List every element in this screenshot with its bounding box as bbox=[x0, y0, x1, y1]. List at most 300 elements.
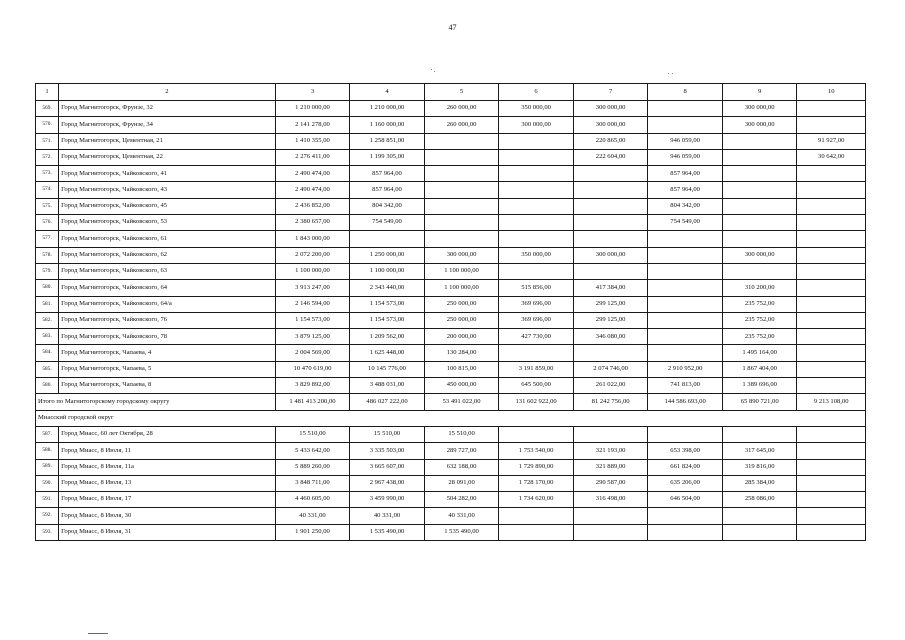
table-row bbox=[36, 182, 866, 198]
amount-cell bbox=[424, 133, 499, 149]
amount-cell: 1 389 696,00 bbox=[722, 378, 797, 394]
amount-cell: 1 210 000,00 bbox=[350, 101, 425, 117]
amount-cell: 754 549,00 bbox=[648, 215, 723, 231]
amount-cell: 754 549,00 bbox=[350, 215, 425, 231]
amount-cell: 5 433 642,00 bbox=[275, 443, 350, 459]
amount-cell bbox=[499, 524, 574, 540]
row-number-cell: 580. bbox=[36, 280, 59, 296]
table-row bbox=[36, 198, 866, 214]
row-number-cell: 586. bbox=[36, 378, 59, 394]
amount-cell: 30 642,00 bbox=[797, 149, 866, 165]
amount-cell bbox=[797, 508, 866, 524]
amount-cell: 300 000,00 bbox=[722, 101, 797, 117]
row-number-cell: 570. bbox=[36, 117, 59, 133]
total-row bbox=[36, 394, 866, 410]
amount-cell: 661 824,00 bbox=[648, 459, 723, 475]
amount-cell: 2 490 474,00 bbox=[275, 182, 350, 198]
row-number-cell: 581. bbox=[36, 296, 59, 312]
amount-cell bbox=[648, 426, 723, 442]
amount-cell: 1 100 000,00 bbox=[424, 263, 499, 279]
total-amount-cell: 131 602 922,00 bbox=[499, 394, 574, 410]
address-cell: Город Магнитогорск, Чайковского, 64/а bbox=[59, 296, 276, 312]
section-heading: Миасский городской округ bbox=[36, 410, 866, 426]
row-number-cell: 575. bbox=[36, 198, 59, 214]
amount-cell: 321 193,00 bbox=[573, 443, 648, 459]
amount-cell: 1 100 000,00 bbox=[275, 263, 350, 279]
address-cell: Город Миасс, 8 Июля, 30 bbox=[59, 508, 276, 524]
amount-cell: 417 384,00 bbox=[573, 280, 648, 296]
amount-cell bbox=[573, 426, 648, 442]
amount-cell: 857 964,00 bbox=[350, 166, 425, 182]
table-row bbox=[36, 426, 866, 442]
amount-cell: 2 436 852,00 bbox=[275, 198, 350, 214]
amount-cell: 1 867 404,00 bbox=[722, 361, 797, 377]
total-amount-cell: 53 491 022,00 bbox=[424, 394, 499, 410]
amount-cell: 250 000,00 bbox=[424, 296, 499, 312]
amount-cell bbox=[424, 149, 499, 165]
amount-cell: 645 500,00 bbox=[499, 378, 574, 394]
section-row bbox=[36, 410, 866, 426]
address-cell: Город Магнитогорск, Чайковского, 43 bbox=[59, 182, 276, 198]
amount-cell: 300 000,00 bbox=[573, 117, 648, 133]
total-amount-cell: 486 027 222,00 bbox=[350, 394, 425, 410]
amount-cell bbox=[424, 198, 499, 214]
amount-cell bbox=[797, 296, 866, 312]
amount-cell: 3 829 892,00 bbox=[275, 378, 350, 394]
address-cell: Город Магнитогорск, Чайковского, 64 bbox=[59, 280, 276, 296]
amount-cell bbox=[499, 508, 574, 524]
address-cell: Город Магнитогорск, Чайковского, 53 bbox=[59, 215, 276, 231]
amount-cell bbox=[797, 524, 866, 540]
address-cell: Город Магнитогорск, Чайковского, 45 bbox=[59, 198, 276, 214]
amount-cell: 300 000,00 bbox=[722, 117, 797, 133]
amount-cell: 857 964,00 bbox=[648, 166, 723, 182]
amount-cell bbox=[499, 133, 574, 149]
amount-cell bbox=[722, 133, 797, 149]
amount-cell: 15 510,00 bbox=[350, 426, 425, 442]
amount-cell: 220 865,00 bbox=[573, 133, 648, 149]
amount-cell: 346 080,00 bbox=[573, 329, 648, 345]
amount-cell bbox=[573, 182, 648, 198]
address-cell: Город Магнитогорск, Фрунзе, 32 bbox=[59, 101, 276, 117]
amount-cell: 350 000,00 bbox=[499, 101, 574, 117]
amount-cell bbox=[648, 263, 723, 279]
scan-artifact bbox=[434, 71, 435, 72]
row-number-cell: 583. bbox=[36, 329, 59, 345]
table-row bbox=[36, 361, 866, 377]
amount-cell bbox=[648, 345, 723, 361]
amount-cell: 1 901 250,00 bbox=[275, 524, 350, 540]
address-cell: Город Магнитогорск, Фрунзе, 34 bbox=[59, 117, 276, 133]
amount-cell bbox=[722, 215, 797, 231]
amount-cell bbox=[499, 263, 574, 279]
amount-cell bbox=[573, 198, 648, 214]
amount-cell: 1 154 573,00 bbox=[350, 296, 425, 312]
address-cell: Город Магнитогорск, Чайковского, 76 bbox=[59, 312, 276, 328]
amount-cell: 2 380 657,00 bbox=[275, 215, 350, 231]
row-number-cell: 573. bbox=[36, 166, 59, 182]
amount-cell: 310 200,00 bbox=[722, 280, 797, 296]
address-cell: Город Магнитогорск, Цементная, 21 bbox=[59, 133, 276, 149]
row-number-cell: 588. bbox=[36, 443, 59, 459]
amount-cell bbox=[797, 426, 866, 442]
amount-cell: 1 100 000,00 bbox=[350, 263, 425, 279]
amount-cell: 804 342,00 bbox=[648, 198, 723, 214]
amount-cell: 804 342,00 bbox=[350, 198, 425, 214]
amount-cell: 1 495 164,00 bbox=[722, 345, 797, 361]
amount-cell: 289 727,00 bbox=[424, 443, 499, 459]
amount-cell bbox=[648, 101, 723, 117]
scan-artifact bbox=[672, 73, 673, 74]
address-cell: Город Магнитогорск, Чайковского, 61 bbox=[59, 231, 276, 247]
amount-cell: 300 000,00 bbox=[722, 247, 797, 263]
amount-cell: 300 000,00 bbox=[499, 117, 574, 133]
amount-cell bbox=[797, 459, 866, 475]
amount-cell: 2 910 952,00 bbox=[648, 361, 723, 377]
amount-cell bbox=[797, 231, 866, 247]
amount-cell: 250 000,00 bbox=[424, 312, 499, 328]
amount-cell bbox=[722, 508, 797, 524]
table-row bbox=[36, 263, 866, 279]
scan-artifact bbox=[431, 69, 432, 70]
address-cell: Город Миасс, 8 Июля, 11 bbox=[59, 443, 276, 459]
row-number-cell: 584. bbox=[36, 345, 59, 361]
scan-artifact bbox=[88, 633, 108, 634]
address-cell: Город Миасс, 8 Июля, 13 bbox=[59, 475, 276, 491]
table-row bbox=[36, 101, 866, 117]
amount-cell: 1 154 573,00 bbox=[275, 312, 350, 328]
row-number-cell: 569. bbox=[36, 101, 59, 117]
amount-cell: 632 188,00 bbox=[424, 459, 499, 475]
amount-cell: 1 258 851,00 bbox=[350, 133, 425, 149]
amount-cell bbox=[797, 443, 866, 459]
header-cell: 1 bbox=[36, 84, 59, 101]
amount-cell: 130 284,00 bbox=[424, 345, 499, 361]
amount-cell bbox=[648, 524, 723, 540]
amount-cell: 653 398,00 bbox=[648, 443, 723, 459]
amount-cell: 258 086,00 bbox=[722, 492, 797, 508]
amount-cell: 857 964,00 bbox=[350, 182, 425, 198]
table-row bbox=[36, 524, 866, 540]
address-cell: Город Магнитогорск, Чапаева, 5 bbox=[59, 361, 276, 377]
table-row bbox=[36, 459, 866, 475]
amount-cell bbox=[424, 231, 499, 247]
row-number-cell: 582. bbox=[36, 312, 59, 328]
amount-cell: 28 091,00 bbox=[424, 475, 499, 491]
table-row bbox=[36, 280, 866, 296]
amount-cell bbox=[499, 149, 574, 165]
amount-cell: 235 752,00 bbox=[722, 329, 797, 345]
amount-cell bbox=[499, 231, 574, 247]
address-cell: Город Миасс, 8 Июля, 11а bbox=[59, 459, 276, 475]
amount-cell: 2 276 411,00 bbox=[275, 149, 350, 165]
amount-cell: 946 059,00 bbox=[648, 149, 723, 165]
amount-cell: 319 816,00 bbox=[722, 459, 797, 475]
amount-cell bbox=[797, 182, 866, 198]
amount-cell: 3 848 711,00 bbox=[275, 475, 350, 491]
amount-cell: 10 470 619,00 bbox=[275, 361, 350, 377]
row-number-cell: 576. bbox=[36, 215, 59, 231]
address-cell: Город Магнитогорск, Чайковского, 78 bbox=[59, 329, 276, 345]
amount-cell bbox=[573, 524, 648, 540]
table-row bbox=[36, 378, 866, 394]
table-row bbox=[36, 149, 866, 165]
amount-cell bbox=[722, 182, 797, 198]
amount-cell bbox=[499, 198, 574, 214]
amount-cell bbox=[797, 263, 866, 279]
total-amount-cell: 9 213 108,00 bbox=[797, 394, 866, 410]
total-amount-cell: 144 586 693,00 bbox=[648, 394, 723, 410]
amount-cell: 3 879 125,00 bbox=[275, 329, 350, 345]
amount-cell: 2 141 278,00 bbox=[275, 117, 350, 133]
total-amount-cell: 65 890 721,00 bbox=[722, 394, 797, 410]
amount-cell bbox=[797, 329, 866, 345]
amount-cell: 515 856,00 bbox=[499, 280, 574, 296]
amount-cell: 40 331,00 bbox=[350, 508, 425, 524]
amount-cell: 3 913 247,00 bbox=[275, 280, 350, 296]
amount-cell bbox=[722, 524, 797, 540]
amount-cell: 10 145 776,00 bbox=[350, 361, 425, 377]
address-cell: Город Миасс, 8 Июля, 17 bbox=[59, 492, 276, 508]
address-cell: Город Магнитогорск, Чапаева, 4 bbox=[59, 345, 276, 361]
table-row bbox=[36, 475, 866, 491]
amount-cell: 299 125,00 bbox=[573, 296, 648, 312]
header-cell: 4 bbox=[350, 84, 425, 101]
amount-cell: 2 146 594,00 bbox=[275, 296, 350, 312]
amount-cell: 3 191 859,00 bbox=[499, 361, 574, 377]
table-row bbox=[36, 345, 866, 361]
table-body bbox=[36, 84, 866, 541]
amount-cell: 316 498,00 bbox=[573, 492, 648, 508]
amount-cell bbox=[648, 117, 723, 133]
table-row bbox=[36, 247, 866, 263]
row-number-cell: 572. bbox=[36, 149, 59, 165]
amount-cell: 300 000,00 bbox=[573, 247, 648, 263]
amount-cell: 1 729 890,00 bbox=[499, 459, 574, 475]
amount-cell: 1 154 573,00 bbox=[350, 312, 425, 328]
amount-cell bbox=[648, 280, 723, 296]
address-cell: Город Миасс, 60 лет Октября, 28 bbox=[59, 426, 276, 442]
amount-cell bbox=[573, 215, 648, 231]
amount-cell: 450 000,00 bbox=[424, 378, 499, 394]
header-cell: 7 bbox=[573, 84, 648, 101]
amount-cell: 1 209 562,00 bbox=[350, 329, 425, 345]
table-row bbox=[36, 117, 866, 133]
table-row bbox=[36, 296, 866, 312]
amount-cell: 741 813,00 bbox=[648, 378, 723, 394]
amount-cell: 2 967 438,00 bbox=[350, 475, 425, 491]
row-number-cell: 574. bbox=[36, 182, 59, 198]
row-number-cell: 592. bbox=[36, 508, 59, 524]
total-amount-cell: 81 242 756,00 bbox=[573, 394, 648, 410]
row-number-cell: 579. bbox=[36, 263, 59, 279]
amount-cell: 2 004 569,00 bbox=[275, 345, 350, 361]
address-cell: Город Магнитогорск, Чапаева, 8 bbox=[59, 378, 276, 394]
amount-cell: 261 022,00 bbox=[573, 378, 648, 394]
amount-cell bbox=[797, 166, 866, 182]
amount-cell bbox=[797, 198, 866, 214]
amount-cell bbox=[424, 215, 499, 231]
amount-cell bbox=[648, 312, 723, 328]
amount-cell: 1 843 000,00 bbox=[275, 231, 350, 247]
amount-cell: 2 072 200,00 bbox=[275, 247, 350, 263]
address-cell: Город Магнитогорск, Чайковского, 62 bbox=[59, 247, 276, 263]
amount-cell: 1 160 000,00 bbox=[350, 117, 425, 133]
amount-cell bbox=[722, 149, 797, 165]
amount-cell bbox=[797, 215, 866, 231]
amount-cell bbox=[722, 166, 797, 182]
amount-cell: 1 100 000,00 bbox=[424, 280, 499, 296]
amount-cell: 1 753 540,00 bbox=[499, 443, 574, 459]
row-number-cell: 591. bbox=[36, 492, 59, 508]
table-row bbox=[36, 492, 866, 508]
amount-cell: 100 815,00 bbox=[424, 361, 499, 377]
amount-cell bbox=[797, 101, 866, 117]
amount-cell: 1 250 000,00 bbox=[350, 247, 425, 263]
amount-cell bbox=[499, 345, 574, 361]
amount-cell: 300 000,00 bbox=[573, 101, 648, 117]
amount-cell: 504 282,00 bbox=[424, 492, 499, 508]
amount-cell: 235 752,00 bbox=[722, 312, 797, 328]
row-number-cell: 578. bbox=[36, 247, 59, 263]
budget-table bbox=[35, 83, 866, 541]
amount-cell: 15 510,00 bbox=[424, 426, 499, 442]
address-cell: Город Миасс, 8 Июля, 31 bbox=[59, 524, 276, 540]
amount-cell bbox=[797, 280, 866, 296]
amount-cell: 1 535 490,00 bbox=[424, 524, 499, 540]
amount-cell bbox=[797, 247, 866, 263]
row-number-cell: 593. bbox=[36, 524, 59, 540]
amount-cell: 222 604,00 bbox=[573, 149, 648, 165]
amount-cell: 15 510,00 bbox=[275, 426, 350, 442]
header-cell: 2 bbox=[59, 84, 276, 101]
amount-cell bbox=[648, 296, 723, 312]
amount-cell: 946 059,00 bbox=[648, 133, 723, 149]
amount-cell bbox=[573, 508, 648, 524]
amount-cell bbox=[722, 263, 797, 279]
amount-cell bbox=[573, 345, 648, 361]
amount-cell: 427 730,00 bbox=[499, 329, 574, 345]
table-row bbox=[36, 215, 866, 231]
address-cell: Город Магнитогорск, Цементная, 22 bbox=[59, 149, 276, 165]
row-number-cell: 589. bbox=[36, 459, 59, 475]
amount-cell: 1 535 490,00 bbox=[350, 524, 425, 540]
address-cell: Город Магнитогорск, Чайковского, 63 bbox=[59, 263, 276, 279]
amount-cell: 317 645,00 bbox=[722, 443, 797, 459]
header-cell: 8 bbox=[648, 84, 723, 101]
amount-cell: 235 752,00 bbox=[722, 296, 797, 312]
address-cell: Город Магнитогорск, Чайковского, 41 bbox=[59, 166, 276, 182]
amount-cell bbox=[648, 247, 723, 263]
amount-cell: 1 734 620,00 bbox=[499, 492, 574, 508]
amount-cell bbox=[648, 329, 723, 345]
amount-cell: 646 504,00 bbox=[648, 492, 723, 508]
page-number: 47 bbox=[448, 23, 457, 32]
amount-cell: 1 210 000,00 bbox=[275, 101, 350, 117]
amount-cell bbox=[573, 166, 648, 182]
table-row bbox=[36, 443, 866, 459]
amount-cell: 260 000,00 bbox=[424, 101, 499, 117]
amount-cell bbox=[573, 263, 648, 279]
amount-cell: 369 696,00 bbox=[499, 312, 574, 328]
row-number-cell: 587. bbox=[36, 426, 59, 442]
amount-cell: 290 587,00 bbox=[573, 475, 648, 491]
row-number-cell: 590. bbox=[36, 475, 59, 491]
amount-cell: 260 000,00 bbox=[424, 117, 499, 133]
amount-cell bbox=[722, 231, 797, 247]
table-row bbox=[36, 231, 866, 247]
amount-cell: 369 696,00 bbox=[499, 296, 574, 312]
amount-cell: 200 000,00 bbox=[424, 329, 499, 345]
amount-cell: 285 384,00 bbox=[722, 475, 797, 491]
amount-cell: 3 459 990,00 bbox=[350, 492, 425, 508]
amount-cell bbox=[499, 426, 574, 442]
amount-cell bbox=[424, 182, 499, 198]
amount-cell: 321 889,00 bbox=[573, 459, 648, 475]
amount-cell bbox=[424, 166, 499, 182]
amount-cell bbox=[499, 182, 574, 198]
amount-cell: 2 074 746,00 bbox=[573, 361, 648, 377]
header-cell: 3 bbox=[275, 84, 350, 101]
header-cell: 9 bbox=[722, 84, 797, 101]
row-number-cell: 577. bbox=[36, 231, 59, 247]
amount-cell: 40 331,00 bbox=[424, 508, 499, 524]
amount-cell bbox=[350, 231, 425, 247]
amount-cell: 1 625 448,00 bbox=[350, 345, 425, 361]
amount-cell: 5 889 260,00 bbox=[275, 459, 350, 475]
amount-cell bbox=[797, 492, 866, 508]
header-row bbox=[36, 84, 866, 101]
row-number-cell: 571. bbox=[36, 133, 59, 149]
scan-artifact bbox=[668, 73, 669, 74]
amount-cell: 91 927,00 bbox=[797, 133, 866, 149]
amount-cell: 3 488 031,00 bbox=[350, 378, 425, 394]
amount-cell bbox=[499, 215, 574, 231]
amount-cell bbox=[648, 231, 723, 247]
amount-cell: 1 410 355,00 bbox=[275, 133, 350, 149]
amount-cell: 350 000,00 bbox=[499, 247, 574, 263]
amount-cell: 2 490 474,00 bbox=[275, 166, 350, 182]
amount-cell bbox=[499, 166, 574, 182]
amount-cell bbox=[797, 345, 866, 361]
total-amount-cell: 1 481 413 200,00 bbox=[275, 394, 350, 410]
header-cell: 10 bbox=[797, 84, 866, 101]
amount-cell: 2 343 440,00 bbox=[350, 280, 425, 296]
total-label: Итого по Магнитогорскому городскому округу bbox=[36, 394, 276, 410]
table-row bbox=[36, 329, 866, 345]
amount-cell: 1 728 170,00 bbox=[499, 475, 574, 491]
amount-cell bbox=[722, 426, 797, 442]
table-row bbox=[36, 133, 866, 149]
amount-cell: 40 331,00 bbox=[275, 508, 350, 524]
row-number-cell: 585. bbox=[36, 361, 59, 377]
amount-cell: 3 335 503,00 bbox=[350, 443, 425, 459]
amount-cell: 4 460 605,00 bbox=[275, 492, 350, 508]
table-row bbox=[36, 312, 866, 328]
header-cell: 5 bbox=[424, 84, 499, 101]
amount-cell bbox=[648, 508, 723, 524]
amount-cell bbox=[797, 312, 866, 328]
amount-cell: 1 199 305,00 bbox=[350, 149, 425, 165]
table-row bbox=[36, 508, 866, 524]
amount-cell bbox=[573, 231, 648, 247]
amount-cell bbox=[797, 361, 866, 377]
amount-cell: 300 000,00 bbox=[424, 247, 499, 263]
amount-cell: 635 206,00 bbox=[648, 475, 723, 491]
amount-cell bbox=[797, 117, 866, 133]
table-row bbox=[36, 166, 866, 182]
amount-cell: 299 125,00 bbox=[573, 312, 648, 328]
